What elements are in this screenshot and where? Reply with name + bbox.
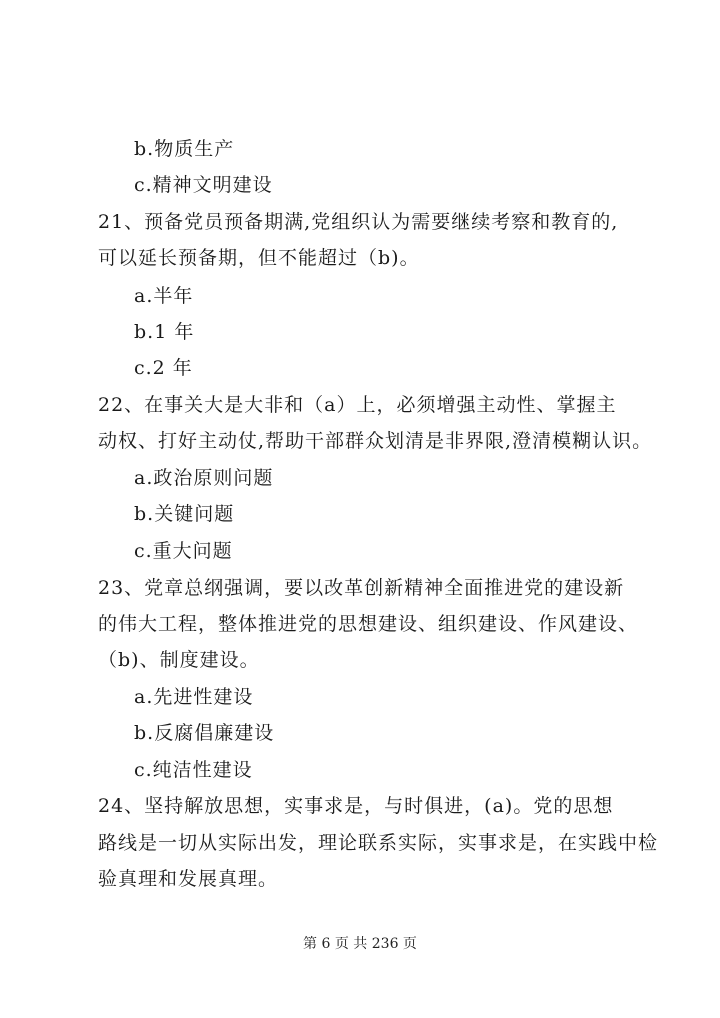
q21-option-c: c.2 年 xyxy=(134,357,193,379)
q22-text-line1: 22、在事关大是大非和（a）上，必须增强主动性、掌握主 xyxy=(98,394,617,416)
q21-option-a: a.半年 xyxy=(134,285,194,307)
page-number-footer: 第 6 页 共 236 页 xyxy=(303,936,417,952)
q21-text-line1: 21、预备党员预备期满,党组织认为需要继续考察和教育的, xyxy=(98,211,619,233)
q23-text-line2: 的伟大工程，整体推进党的思想建设、组织建设、作风建设、 xyxy=(98,613,639,635)
q23-option-b: b.反腐倡廉建设 xyxy=(134,722,275,744)
q24-text-line3: 验真理和发展真理。 xyxy=(98,868,279,890)
q22-option-b: b.关键问题 xyxy=(134,503,235,525)
q23-option-c: c.纯洁性建设 xyxy=(134,759,253,781)
q21-text-line2: 可以延长预备期，但不能超过（b)。 xyxy=(98,247,420,269)
q23-text-line3: （b)、制度建设。 xyxy=(98,649,260,671)
q21-option-b: b.1 年 xyxy=(134,321,195,343)
q23-text-line1: 23、党章总纲强调，要以改革创新精神全面推进党的建设新 xyxy=(98,577,625,599)
q23-option-a: a.先进性建设 xyxy=(134,686,254,708)
q22-option-a: a.政治原则问题 xyxy=(134,467,274,489)
q20-option-c: c.精神文明建设 xyxy=(134,174,273,196)
q22-option-c: c.重大问题 xyxy=(134,540,233,562)
q24-text-line2: 路线是一切从实际出发，理论联系实际，实事求是，在实践中检 xyxy=(98,832,659,854)
q22-text-line2: 动权、打好主动仗,帮助干部群众划清是非界限,澄清模糊认识。 xyxy=(98,430,653,452)
q20-option-b: b.物质生产 xyxy=(134,138,235,160)
q24-text-line1: 24、坚持解放思想，实事求是，与时俱进，(a)。党的思想 xyxy=(98,795,614,817)
